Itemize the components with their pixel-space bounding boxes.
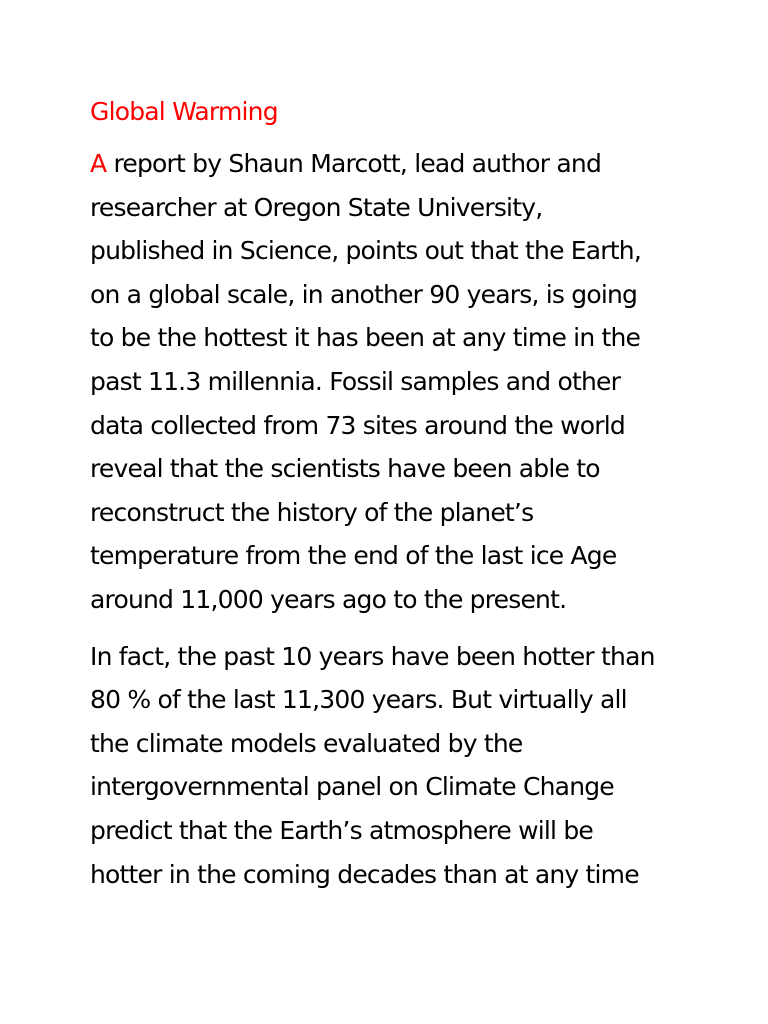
- paragraph-line: In fact, the past 10 years have been hotter than: [90, 641, 655, 671]
- drop-cap: A: [90, 149, 107, 178]
- paragraph-line: temperature from the end of the last ice Age: [90, 541, 617, 571]
- paragraph-line: 80 % of the last 11,300 years. But virtually all: [90, 685, 627, 715]
- paragraph-1: [90, 142, 690, 622]
- paragraph-line: reconstruct the history of the planet’s: [90, 497, 534, 527]
- paragraph-2: [90, 635, 690, 897]
- paragraph-line: [90, 142, 690, 186]
- paragraph-line: the climate models evaluated by the: [90, 728, 523, 758]
- paragraph-line: past 11.3 millennia. Fossil samples and other: [90, 366, 621, 396]
- paragraph-line: intergovernmental panel on Climate Change: [90, 772, 614, 802]
- paragraph-line: researcher at Oregon State University,: [90, 192, 543, 222]
- paragraph-line: hotter in the coming decades than at any time: [90, 859, 639, 889]
- paragraph-line: on a global scale, in another 90 years, is going: [90, 279, 638, 309]
- paragraph-line: data collected from 73 sites around the world: [90, 410, 625, 440]
- document-page: [90, 92, 690, 909]
- paragraph-line: predict that the Earth’s atmosphere will be: [90, 815, 593, 845]
- paragraph-line: reveal that the scientists have been able to: [90, 454, 600, 484]
- line-text: report by Shaun Marcott, lead author and: [106, 149, 602, 178]
- paragraph-line: around 11,000 years ago to the present.: [90, 584, 567, 614]
- paragraph-line: published in Science, points out that the Earth,: [90, 236, 641, 266]
- document-title: Global Warming: [90, 97, 278, 126]
- paragraph-line: to be the hottest it has been at any time in the: [90, 323, 641, 353]
